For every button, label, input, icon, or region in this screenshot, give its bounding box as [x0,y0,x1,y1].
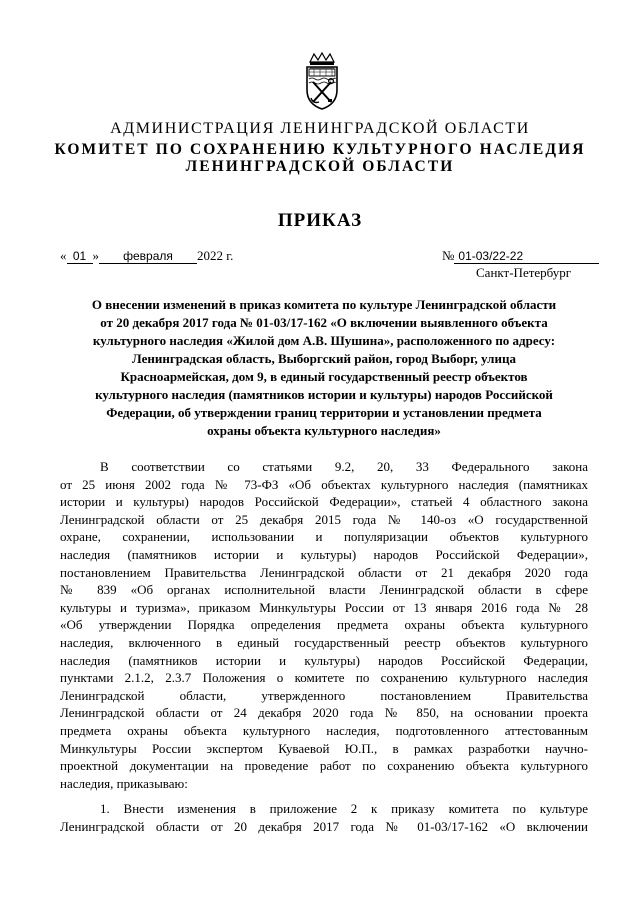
body-line: наследия (памятников истории и культуры) народов Российской Федерации», [60,546,588,562]
body-line: предмета охраны объекта культурного наследия, подготовленного аттестованным [60,722,588,738]
body-line: постановлением Правительства Ленинградской области от 21 декабря 2020 года [60,564,588,580]
body-line: от 25 июня 2002 года № 73-ФЗ «Об объектах культурного наследия (памятниках [60,476,588,492]
place-of-issue: Санкт-Петербург [476,265,572,280]
body-line: Ленинградской области от 24 декабря 2020 года № 850, на основании проекта [60,705,588,721]
quote-open: « [60,248,67,263]
body-line: охране, сохранении, использовании и популяризации объектов культурного [60,529,588,545]
date-day: 01 [67,250,93,264]
number-sign: № [442,248,455,263]
document-body [60,458,588,792]
org-name-line-3: ЛЕНИНГРАДСКОЙ ОБЛАСТИ [185,158,455,175]
body-line: проектной документации на проведение работ по сохранению объекта культурного [60,758,588,774]
org-name-line-1: АДМИНИСТРАЦИЯ ЛЕНИНГРАДСКОЙ ОБЛАСТИ [110,120,530,137]
body-line: № 839 «Об органах исполнительной власти Ленинградской области в сфере [60,582,588,598]
order-item-1 [60,800,588,835]
document-type-title: ПРИКАЗ [277,210,363,231]
quote-close: » [92,248,99,263]
body-line: Минкультуры России экспертом Куваевой Ю.П., в рамках разработки научно- [60,740,588,756]
body-line: В соответствии со статьями 9.2, 20, 33 Федерального закона [100,459,588,474]
body-line: Ленинградской области от 25 декабря 2015 года № 140-оз «О государственной [60,511,588,527]
item-line: 1. Внести изменения в приложение 2 к приказу комитета по культуре [100,801,588,816]
subject-line: от 20 декабря 2017 года № 01-03/17-162 «О включении выявленного объекта [100,315,548,330]
item-line: Ленинградской области от 20 декабря 2017 года № 01-03/17-162 «О включении [60,818,588,834]
document-number [442,248,599,264]
date-month: февраля [99,250,197,264]
body-line: культуры и туризма», приказом Минкультуры России от 13 января 2016 года № 28 [60,599,588,615]
document-date [60,248,233,264]
body-line: истории и культуры) народов Российской Федерации», статьей 4 областного закона [60,494,588,510]
org-name-line-2: КОМИТЕТ ПО СОХРАНЕНИЮ КУЛЬТУРНОГО НАСЛЕДИЯ [54,141,586,158]
subject-line: Федерации, об утверждении границ территории и установлении предмета [106,405,542,420]
body-line: «Об утверждении Порядка определения предмета охраны объекта культурного [60,617,588,633]
document-number-value: 01-03/22-22 [454,250,599,264]
subject-line: культурного наследия (памятников истории и культуры) народов Российской [95,387,553,402]
body-line: наследия (памятников истории и культуры) народов Российской Федерации, [60,652,588,668]
subject-line: культурного наследия «Жилой дом А.В. Шушина», расположенного по адресу: [92,333,556,348]
subject-line: О внесении изменений в приказ комитета по культуре Ленинградской области [91,297,557,312]
subject-line: Ленинградская область, Выборгский район, город Выборг, улица [132,351,516,366]
body-line: наследия, включенного в единый государственный реестр объектов культурного [60,634,588,650]
document-subject [60,296,588,440]
body-line: Ленинградской области, утвержденного постановлением Правительства [60,687,588,703]
date-year: 2022 г. [197,248,234,263]
body-line: наследия, приказываю: [60,775,188,791]
body-line: пунктами 2.1.2, 2.3.7 Положения о комитете по сохранению культурного наследия [60,670,588,686]
subject-line: Красноармейская, дом 9, в единый государственный реестр объектов [120,369,528,384]
coat-of-arms-emblem [302,52,342,110]
subject-line: охраны объекта культурного наследия» [207,423,441,438]
